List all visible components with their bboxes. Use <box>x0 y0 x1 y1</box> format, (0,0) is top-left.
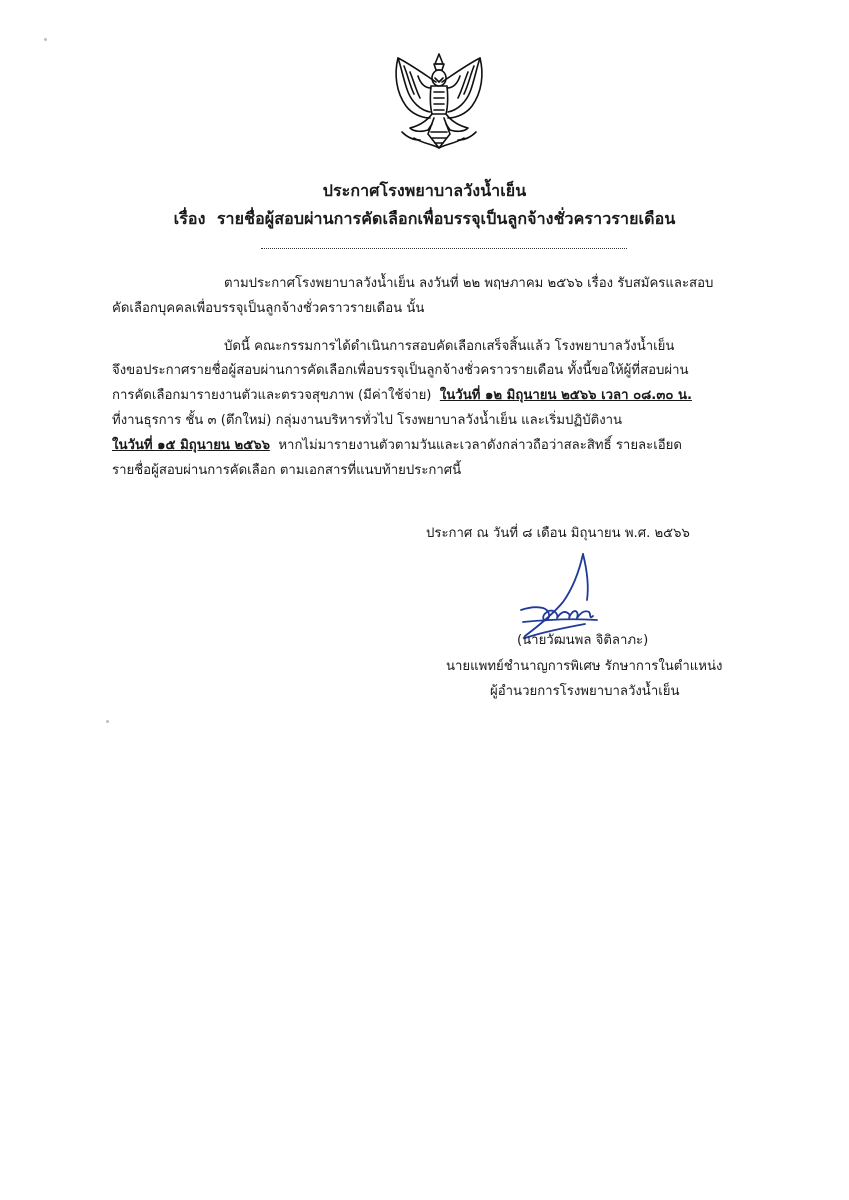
subject-label: เรื่อง <box>173 209 206 228</box>
signatory-position-line2: ผู้อำนวยการโรงพยาบาลวังน้ำเย็น <box>490 684 680 699</box>
signatory-position-line1: นายแพทย์ชำนาญการพิเศษ รักษาการในตำแหน่ง <box>446 659 723 674</box>
paragraph1-line1: ตามประกาศโรงพยาบาลวังน้ำเย็น ลงวันที่ ๒๒ พฤษภาคม ๒๕๖๖ เรื่อง รับสมัครและสอบ <box>224 276 714 291</box>
paragraph1-line2: คัดเลือกบุคคลเพื่อบรรจุเป็นลูกจ้างชั่วคราวรายเดือน นั้น <box>112 301 425 316</box>
start-date-highlight: ในวันที่ ๑๕ มิถุนายน ๒๕๖๖ <box>112 438 270 453</box>
paragraph2-line3-text: การคัดเลือกมารายงานตัวและตรวจสุขภาพ (มีค่าใช้จ่าย) <box>112 388 432 403</box>
garuda-emblem-icon <box>384 52 494 152</box>
announcement-title: ประกาศโรงพยาบาลวังน้ำเย็น <box>322 181 527 200</box>
scan-speck <box>44 38 47 41</box>
paragraph2-line5-text: หากไม่มารายงานตัวตามวันและเวลาดังกล่าวถือว่าสละสิทธิ์ รายละเอียด <box>278 438 682 453</box>
subject-text: รายชื่อผู้สอบผ่านการคัดเลือกเพื่อบรรจุเป็นลูกจ้างชั่วคราวรายเดือน <box>216 209 676 228</box>
title-divider <box>261 248 627 249</box>
subject-line <box>0 207 849 232</box>
report-date-highlight: ในวันที่ ๑๒ มิถุนายน ๒๕๖๖ เวลา ๐๘.๓๐ น. <box>439 388 692 403</box>
paragraph2-line3 <box>112 389 692 402</box>
paragraph2-line1: บัดนี้ คณะกรรมการได้ดำเนินการสอบคัดเลือกเสร็จสิ้นแล้ว โรงพยาบาลวังน้ำเย็น <box>224 339 675 354</box>
paragraph2-line4: ที่งานธุรการ ชั้น ๓ (ตึกใหม่) กลุ่มงานบริหารทั่วไป โรงพยาบาลวังน้ำเย็น และเริ่มปฏิบัติงาน <box>112 413 623 428</box>
paragraph2-line5 <box>112 439 682 452</box>
signatory-name: (นายวัฒนพล จิติลาภะ) <box>517 633 649 648</box>
scan-speck <box>106 720 109 723</box>
paragraph2-line2: จึงขอประกาศรายชื่อผู้สอบผ่านการคัดเลือกเพื่อบรรจุเป็นลูกจ้างชั่วคราวรายเดือน ทั้งนี้ขอให้ผู้ที่สอบผ่าน <box>112 363 689 378</box>
paragraph2-line6: รายชื่อผู้สอบผ่านการคัดเลือก ตามเอกสารที่แนบท้ายประกาศนี้ <box>112 463 462 478</box>
announcement-date: ประกาศ ณ วันที่ ๘ เดือน มิถุนายน พ.ศ. ๒๕๖๖ <box>426 526 690 541</box>
